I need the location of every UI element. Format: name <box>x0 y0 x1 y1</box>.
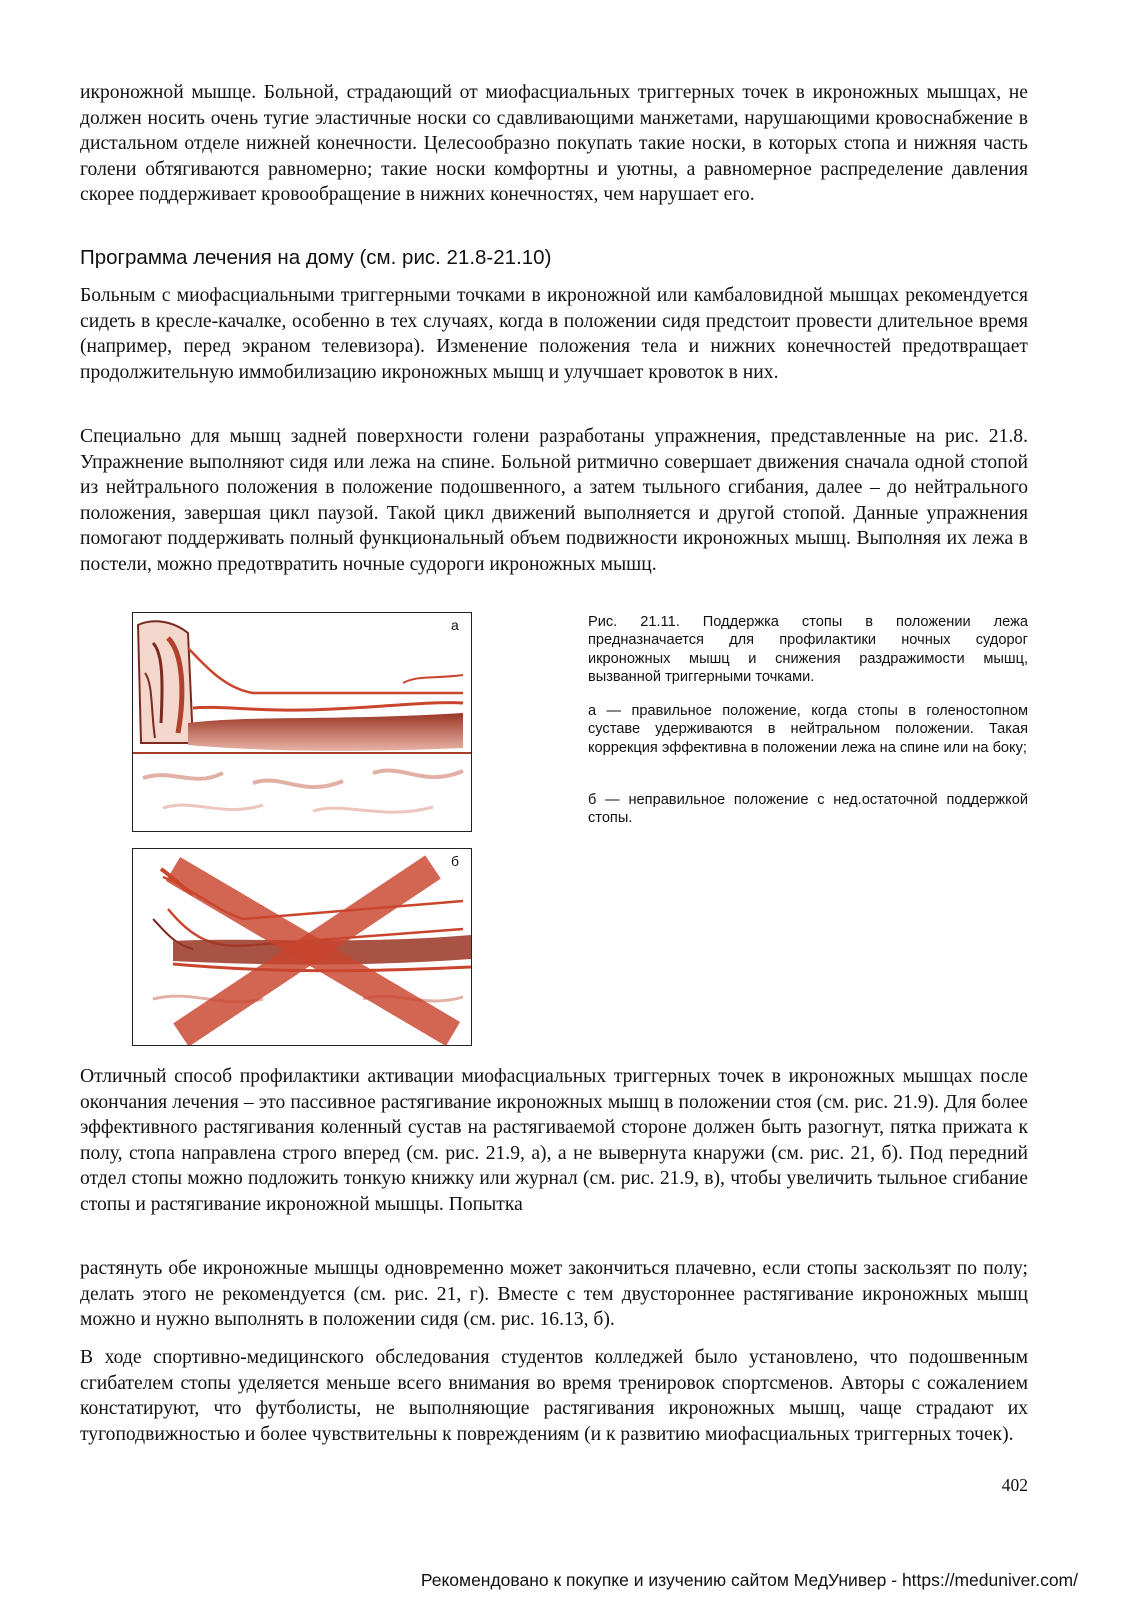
figure-b-label: б <box>451 853 460 869</box>
figure-caption: Рис. 21.11. Поддержка стопы в положении лежа предназначается для профилактики ночных судорог икроножных мышц и снижения раздражимости мышц, вызванной триггерными точками. <box>588 614 1028 685</box>
figure-b-incorrect-position <box>132 848 472 1046</box>
paragraph-sports-study: В ходе спортивно-медицинского обследования студентов колледжей было установлено, что подошвенным сгибателем стопы уделяется меньше всего внимания во время тренировок спортсменов. Авторы с сожалением констатируют, что футболисты, не выполняющие растягивания икроножных мышц, чаще страдают их тугоподвижностью и более чувствительны к повреждениям (и к развитию миофасциальных триггерных точек). <box>80 1347 1028 1445</box>
paragraph-bilateral-stretching: растянуть обе икроножные мышцы одновременно может закончиться плачевно, если стопы заскользят по полу; делать этого не рекомендуется (см. рис. 21, г). Вместе с тем двустороннее растягивание икроножных мышц можно и нужно выполнять в положении сидя (см. рис. 16.13, б). <box>80 1258 1028 1330</box>
figure-a-label: а <box>451 617 459 633</box>
section-heading: Программа лечения на дому (см. рис. 21.8-21.10) <box>80 246 552 269</box>
illustration-a <box>133 613 471 831</box>
footer-link-text: Рекомендовано к покупке и изучению сайтом МедУнивер - https://meduniver.com/ <box>420 1570 1078 1590</box>
figure-caption-a: а — правильное положение, когда стопы в голеностопном суставе удерживаются в нейтральном положении. Такая коррекция эффективна в положении лежа на спине или на боку; <box>588 703 1028 756</box>
paragraph-socks-advice: икроножной мышце. Больной, страдающий от миофасциальных триггерных точек в икроножных мышцах, не должен носить очень тугие эластичные носки со сдавливающими манжетами, нарушающими кровоснабжение в дистальном отделе нижней конечности. Целесообразно покупать такие носки, в которых стопа и нижняя часть голени обтягиваются равномерно; такие носки комфортны и уютны, а равномерное распределение давления скорее поддерживает кровообращение в нижних конечностях, чем нарушает его. <box>80 82 1028 205</box>
figure-a-correct-position <box>132 612 472 832</box>
page-number: 402 <box>1001 1475 1028 1495</box>
figure-caption-b: б — неправильное положение с нед.остаточной поддержкой стопы. <box>588 792 1028 827</box>
paragraph-rocking-chair: Больным с миофасциальными триггерными точками в икроножной или камбаловидной мышцах рекомендуется сидеть в кресле-качалке, особенно в тех случаях, когда в положении сидя предстоит провести длительное время (например, перед экраном телевизора). Изменение положения тела и нижних конечностей предотвращает продолжительную иммобилизацию икроножных мышц и улучшает кровоток в них. <box>80 285 1028 383</box>
paragraph-passive-stretching: Отличный способ профилактики активации миофасциальных триггерных точек в икроножных мышцах после окончания лечения – это пассивное растягивание икроножных мышц в положении стоя (см. рис. 21.9). Для более эффективного растягивания коленный сустав на растягиваемой стороне должен быть разогнут, пятка прижата к полу, стопа направлена строго вперед (см. рис. 21.9, а), а не вывернута кнаружи (см. рис. 21, б). Под передний отдел стопы можно подложить тонкую книжку или журнал (см. рис. 21.9, в), чтобы увеличить тыльное сгибание стопы и растягивание икроножной мышцы. Попытка <box>80 1066 1028 1215</box>
paragraph-exercises: Специально для мышц задней поверхности голени разработаны упражнения, представленные на рис. 21.8. Упражнение выполняют сидя или лежа на спине. Больной ритмично совершает движения сначала одной стопой из нейтрального положения в положение подошвенного, а затем тыльного сгибания, далее – до нейтрального положения, завершая цикл паузой. Такой цикл движений выполняется и другой стопой. Данные упражнения помогают поддерживать полный функциональный объем подвижности икроножных мышц. Выполняя их лежа в постели, можно предотвратить ночные судороги икроножных мышц. <box>80 426 1028 575</box>
illustration-b <box>133 849 471 1045</box>
